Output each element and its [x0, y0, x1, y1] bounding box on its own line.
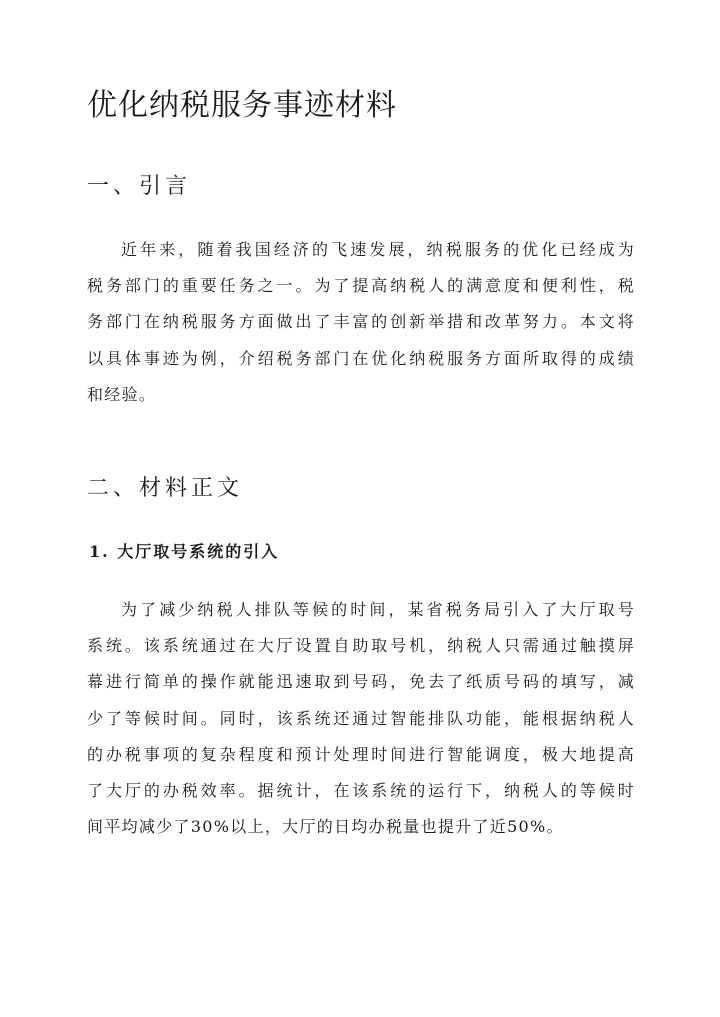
paragraph-line: 的办税事项的复杂程度和预计处理时间进行智能调度，极大地提高 — [87, 744, 635, 764]
document-title: 优化纳税服务事迹材料 — [87, 88, 397, 123]
paragraph-line: 间平均减少了30%以上，大厅的日均办税量也提升了近50%。 — [87, 817, 564, 837]
paragraph-line: 为了减少纳税人排队等候的时间，某省税务局引入了大厅取号 — [121, 600, 635, 619]
paragraph-line: 幕进行简单的操作就能迅速取到号码，免去了纸质号码的填写，减 — [87, 672, 635, 692]
subsection-heading-queue-system: 1. 大厅取号系统的引入 — [89, 542, 280, 561]
paragraph-line: 税务部门的重要任务之一。为了提高纳税人的满意度和便利性，税 — [87, 276, 635, 296]
paragraph-line: 了大厅的办税效率。据统计，在该系统的运行下，纳税人的等候时 — [87, 780, 635, 800]
paragraph-line: 少了等候时间。同时，该系统还通过智能排队功能，能根据纳税人 — [87, 708, 635, 728]
queue-system-paragraph — [87, 592, 635, 845]
paragraph-line: 以具体事迹为例，介绍税务部门在优化纳税服务方面所取得的成绩 — [87, 348, 635, 368]
section-heading-introduction: 一、引言 — [87, 174, 192, 199]
paragraph-line: 近年来，随着我国经济的飞速发展，纳税服务的优化已经成为 — [121, 240, 635, 259]
introduction-paragraph — [87, 232, 635, 413]
paragraph-line: 系统。该系统通过在大厅设置自助取号机，纳税人只需通过触摸屏 — [87, 636, 635, 656]
section-heading-main-text: 二、材料正文 — [87, 476, 244, 501]
paragraph-line: 和经验。 — [87, 384, 157, 404]
paragraph-line: 务部门在纳税服务方面做出了丰富的创新举措和改革努力。本文将 — [87, 312, 635, 332]
